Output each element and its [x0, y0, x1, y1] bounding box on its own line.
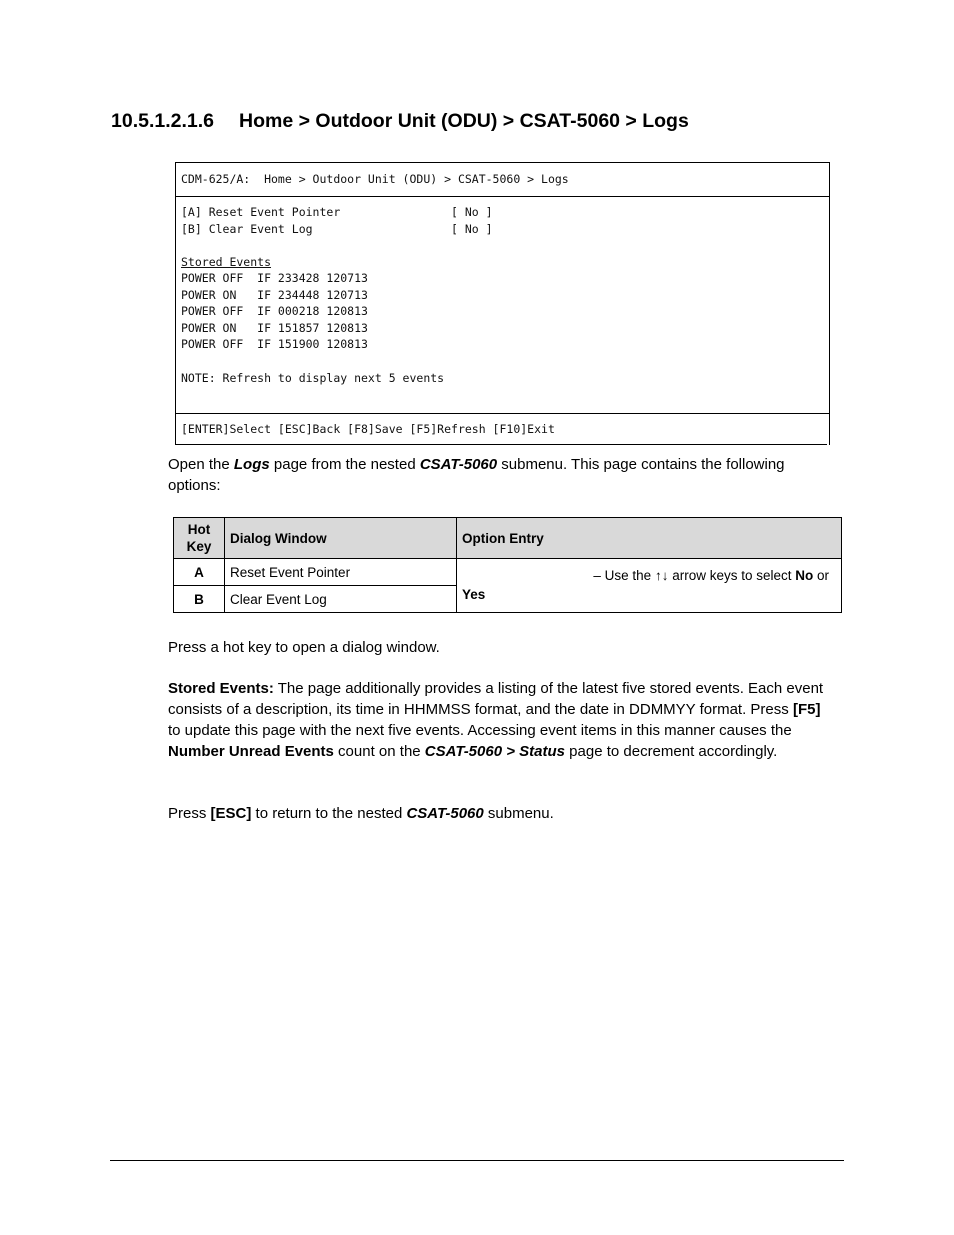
terminal-screen	[175, 162, 830, 445]
esc-key-ref: [ESC]	[210, 805, 252, 822]
terminal-title: CDM-625/A: Home > Outdoor Unit (ODU) > CSAT-5060 > Logs	[181, 172, 569, 186]
terminal-bottom-border	[175, 444, 827, 445]
dialog-window-cell: Reset Event Pointer	[225, 559, 457, 586]
event-line: POWER OFF IF 000218 120813	[181, 304, 368, 318]
section-title: Home > Outdoor Unit (ODU) > CSAT-5060 > Logs	[239, 110, 689, 132]
stored-events-paragraph: Stored Events: The page additionally provides a listing of the latest five stored events. Each event consists of a description, its time in HHMMSS format, and the date in DDMMYY format. Press [F5] to update this page with the next five events. Accessing event items in this manner causes the Number Unread Events count on the CSAT-5060 > Status page to decrement accordingly.	[168, 680, 824, 760]
number-unread-events-ref: Number Unread Events	[168, 743, 334, 760]
terminal-note: NOTE: Refresh to display next 5 events	[181, 371, 445, 385]
header-option-entry: Option Entry	[457, 518, 842, 559]
intro-text: page from the nested	[269, 456, 420, 473]
logs-page-ref: Logs	[233, 456, 270, 473]
csat-submenu-ref: CSAT-5060	[406, 805, 484, 822]
esc-paragraph: Press [ESC] to return to the nested CSAT-5060 submenu.	[168, 805, 554, 822]
terminal-footer-bar	[176, 413, 829, 446]
event-line: POWER OFF IF 151900 120813	[181, 337, 368, 351]
stored-events-label: Stored Events	[181, 255, 272, 269]
section-heading	[111, 110, 689, 133]
intro-text: Open the	[168, 456, 234, 473]
event-line: POWER OFF IF 233428 120713	[181, 271, 368, 285]
header-dialog-window: Dialog Window	[225, 518, 457, 559]
hot-key-cell: A	[174, 559, 225, 586]
option-entry-cell	[457, 559, 842, 613]
option-yes: Yes	[462, 587, 486, 602]
menu-option-a: [A] Reset Event Pointer [ No ]	[181, 205, 493, 219]
menu-option-b: [B] Clear Event Log [ No ]	[181, 222, 493, 236]
terminal-title-bar	[176, 163, 829, 197]
event-line: POWER ON IF 151857 120813	[181, 321, 368, 335]
event-line: POWER ON IF 234448 120713	[181, 288, 368, 302]
header-hot-key: Hot Key	[174, 518, 225, 559]
intro-paragraph	[168, 454, 828, 496]
intro-text: submenu. This page contains the following options:	[168, 456, 785, 494]
f5-key-ref: [F5]	[792, 701, 821, 718]
option-entry-note: – Use the ↑↓ arrow keys to select No or	[593, 568, 829, 583]
status-page-ref: CSAT-5060 > Status	[424, 743, 565, 760]
table-header-row	[174, 518, 842, 559]
dialog-window-cell: Clear Event Log	[225, 586, 457, 613]
press-hotkey-paragraph: Press a hot key to open a dialog window.	[168, 639, 440, 656]
options-table	[173, 517, 842, 613]
stored-events-label: Stored Events:	[168, 680, 274, 697]
page-footer-rule	[110, 1160, 844, 1161]
section-number: 10.5.1.2.1.6	[111, 110, 215, 132]
csat-submenu-ref: CSAT-5060	[419, 456, 498, 473]
terminal-key-legend: [ENTER]Select [ESC]Back [F8]Save [F5]Refresh [F10]Exit	[181, 422, 555, 436]
table-row	[174, 559, 842, 586]
hot-key-cell: B	[174, 586, 225, 613]
